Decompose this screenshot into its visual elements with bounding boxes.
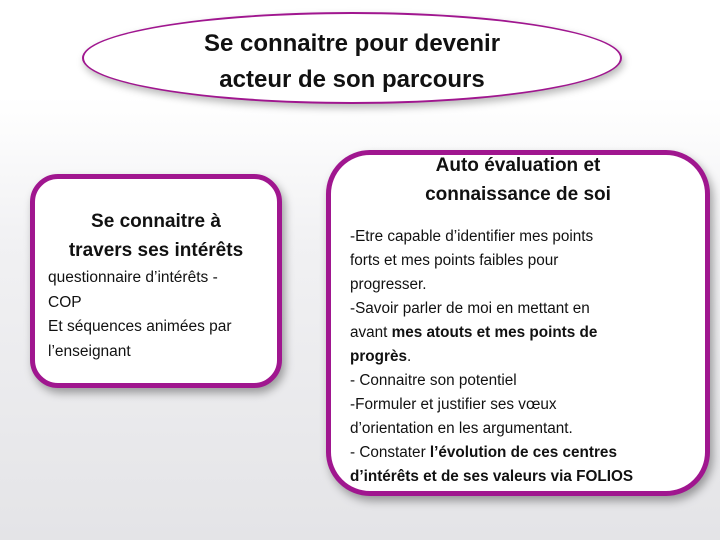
interests-box-body [48, 266, 276, 364]
interests-body-line-4: l’enseignant [48, 342, 131, 360]
self-evaluation-line-11-bold: d’intérêts et de ses valeurs via FOLIOS [350, 468, 634, 485]
self-evaluation-line-6-bold: progrès [350, 348, 407, 365]
title-line-2: acteur de son parcours [219, 66, 485, 93]
interests-body-line-2: COP [48, 293, 82, 311]
self-evaluation-line-11 [350, 465, 698, 489]
self-evaluation-line-10-plain: - Constater [350, 444, 430, 461]
interests-heading-line-1: Se connaitre à [91, 211, 221, 232]
interests-box-heading [30, 207, 282, 265]
interests-body-line-3: Et séquences animées par [48, 318, 232, 335]
title-line-1: Se connaitre pour devenir [203, 30, 501, 57]
self-evaluation-line-9: d’orientation en les argumentant. [350, 420, 573, 437]
interests-heading-line-2: travers ses intérêts [68, 240, 244, 261]
self-evaluation-box-body [350, 225, 698, 489]
self-evaluation-line-7: - Connaitre son potentiel [350, 372, 517, 389]
self-evaluation-line-1: -Etre capable d’identifier mes points [350, 228, 594, 245]
self-evaluation-line-5 [350, 321, 698, 345]
self-evaluation-line-8: -Formuler et justifier ses vœux [350, 396, 557, 413]
self-evaluation-box-heading [326, 151, 710, 209]
self-evaluation-line-5-plain: avant [350, 324, 392, 341]
interests-body-line-1: questionnaire d’intérêts - [48, 269, 218, 286]
self-evaluation-heading-line-2: connaissance de soi [425, 184, 611, 205]
self-evaluation-line-6-plain: . [406, 348, 412, 365]
self-evaluation-line-4: -Savoir parler de moi en mettant en [350, 300, 590, 317]
self-evaluation-line-10-bold: l’évolution de ces centres [429, 444, 617, 461]
self-evaluation-line-2: forts et mes points faibles pour [350, 252, 559, 269]
page-title [82, 26, 622, 98]
self-evaluation-line-5-bold: mes atouts et mes points de [391, 324, 598, 341]
self-evaluation-line-6 [350, 345, 698, 369]
self-evaluation-line-3: progresser. [350, 276, 427, 293]
self-evaluation-heading-line-1: Auto évaluation et [435, 155, 601, 176]
self-evaluation-line-10 [350, 441, 698, 465]
